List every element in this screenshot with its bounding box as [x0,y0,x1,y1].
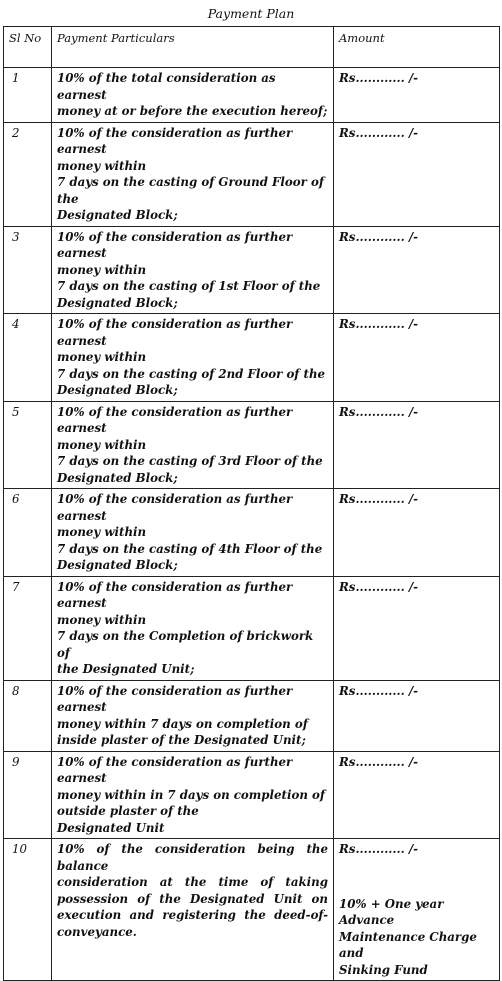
particulars-line: 7 days on the Completion of brickwork of [57,629,314,660]
particulars-line: money within in 7 days on completion of [57,787,325,802]
particulars-line: money within [57,525,147,539]
row-sl-no: 8 [4,680,52,751]
table-header-row [4,27,500,68]
particulars-line: possession of the Designated Unit on [57,891,328,906]
amount-value: Rs............ /- [339,579,419,594]
amount-note-line: Sinking Fund [339,962,428,977]
amount-note-line: 10% + One year Advance [339,896,444,927]
table-body [4,68,500,981]
row-amount [334,122,500,226]
row-sl-no: 7 [4,576,52,680]
particulars-line: Designated Block; [57,470,178,485]
row-amount [334,226,500,314]
row-sl-no: 9 [4,751,52,839]
amount-note-line: Maintenance Charge and [339,929,477,960]
particulars-line: 10% of the consideration as further earnest [57,492,293,523]
row-amount [334,314,500,402]
table-row [4,751,500,839]
row-amount [334,680,500,751]
particulars-line: conveyance. [57,924,137,939]
row-amount [334,68,500,123]
amount-value: Rs............ /- [339,683,419,698]
table-row [4,314,500,402]
particulars-line: Designated Block; [57,208,178,222]
particulars-line: 10% of the consideration as further earnest [57,317,293,348]
payment-plan-table [3,26,500,981]
particulars-line: Designated Block; [57,383,178,397]
table-row [4,576,500,680]
amount-value: Rs............ /- [339,229,419,244]
particulars-line: execution and registering the deed-of- [57,908,328,922]
particulars-line: Designated Block; [57,295,178,310]
row-payment-particulars [52,226,334,314]
row-amount [334,839,500,981]
amount-value: Rs............ /- [339,317,419,331]
particulars-line: 7 days on the casting of Ground Floor of the [57,175,324,206]
row-payment-particulars [52,489,334,577]
row-payment-particulars [52,401,334,489]
row-sl-no: 1 [4,68,52,123]
row-sl-no: 5 [4,401,52,489]
row-payment-particulars [52,576,334,680]
row-sl-no: 10 [4,839,52,981]
row-amount [334,576,500,680]
particulars-line: 10% of the consideration as further earnest [57,579,293,610]
row-amount [334,401,500,489]
particulars-line: outside plaster of the [57,804,199,818]
row-sl-no: 3 [4,226,52,314]
particulars-line: 10% of the total consideration as earnest [57,71,276,102]
particulars-line: 7 days on the casting of 4th Floor of the [57,541,323,556]
particulars-line: money within [57,437,147,452]
row-amount [334,489,500,577]
particulars-line: 7 days on the casting of 1st Floor of the [57,279,321,293]
row-payment-particulars [52,680,334,751]
amount-value: Rs............ /- [339,492,419,506]
column-header-sl-no: Sl No [4,27,52,68]
particulars-line: Designated Unit [57,820,165,835]
table-row [4,68,500,123]
particulars-line: 7 days on the casting of 2nd Floor of the [57,366,326,381]
column-header-amount: Amount [334,27,500,68]
document-title: Payment Plan [207,6,295,21]
particulars-line: 10% of the consideration as further earnest [57,404,293,435]
particulars-line: the Designated Unit; [57,662,195,676]
row-sl-no: 2 [4,122,52,226]
particulars-line: money at or before the execution hereof; [57,104,328,118]
row-payment-particulars [52,122,334,226]
particulars-line: money within [57,262,147,277]
table-row [4,226,500,314]
table-row [4,839,500,981]
column-header-payment-particulars: Payment Particulars [52,27,334,68]
particulars-line: 7 days on the casting of 3rd Floor of the [57,454,323,468]
particulars-line: inside plaster of the Designated Unit; [57,733,306,747]
row-sl-no: 4 [4,314,52,402]
particulars-line: 10% of the consideration being the balance [57,842,328,873]
table-row [4,489,500,577]
particulars-line: money within [57,158,147,173]
amount-value: Rs............ /- [339,404,419,419]
row-payment-particulars [52,751,334,839]
amount-value: Rs............ /- [339,842,419,856]
row-payment-particulars [52,68,334,123]
particulars-line: money within [57,612,147,627]
particulars-line: Designated Block; [57,558,178,572]
particulars-line: 10% of the consideration as further earnest [57,683,293,714]
row-sl-no: 6 [4,489,52,577]
particulars-line: 10% of the consideration as further earnest [57,125,293,156]
table-row [4,122,500,226]
row-payment-particulars [52,839,334,981]
particulars-line: consideration at the time of taking [57,875,328,889]
amount-value: Rs............ /- [339,125,419,140]
table-row [4,401,500,489]
amount-value: Rs............ /- [339,754,419,769]
particulars-line: money within [57,350,147,364]
particulars-line: 10% of the consideration as further earnest [57,229,293,260]
amount-value: Rs............ /- [339,71,419,85]
table-row [4,680,500,751]
particulars-line: 10% of the consideration as further earnest [57,754,293,785]
amount-spacer [339,858,494,896]
row-amount [334,751,500,839]
particulars-line: money within 7 days on completion of [57,716,308,731]
row-payment-particulars [52,314,334,402]
